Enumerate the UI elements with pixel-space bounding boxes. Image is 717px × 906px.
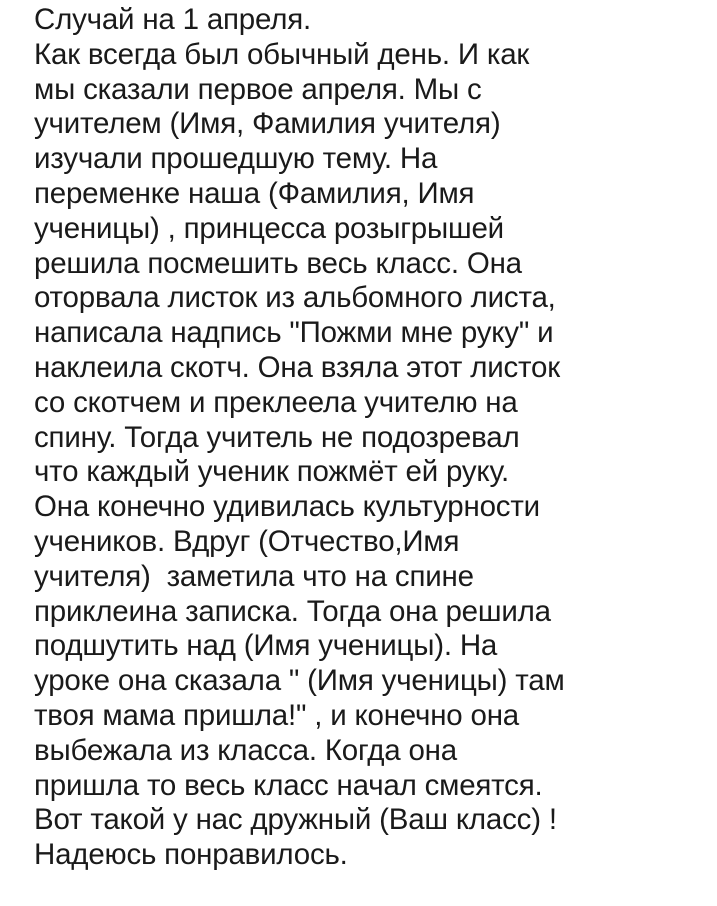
- story-text: [34, 3, 714, 873]
- text-line: твоя мама пришла!" , и конечно она: [34, 698, 520, 732]
- text-line: мы сказали первое апреля. Мы с: [34, 72, 482, 106]
- text-line: решила посмешить весь класс. Она: [34, 246, 522, 280]
- text-line: со скотчем и преклеела учителю на: [34, 385, 518, 419]
- text-line: что каждый ученик пожмёт ей руку.: [34, 455, 510, 489]
- text-line: спину. Тогда учитель не подозревал: [34, 420, 520, 454]
- text-line: приклеина записка. Тогда она решила: [34, 594, 551, 628]
- text-line: ученицы) , принцесса розыгрышей: [34, 211, 504, 245]
- text-line: выбежала из класса. Когда она: [34, 733, 457, 767]
- text-line: Она конечно удивилась культурности: [34, 490, 540, 524]
- text-line: Как всегда был обычный день. И как: [34, 37, 530, 71]
- text-line: изучали прошедшую тему. На: [34, 142, 438, 176]
- story-title: Случай на 1 апреля.: [34, 3, 312, 36]
- text-line: оторвала листок из альбомного листа,: [34, 281, 556, 315]
- text-line: учителя) заметила что на спине: [34, 559, 474, 593]
- text-line: пришла то весь класс начал смеятся.: [34, 768, 543, 802]
- text-line: уроке она сказала " (Имя ученицы) там: [34, 664, 565, 698]
- text-line: наклеила скотч. Она взяла этот листок: [34, 350, 560, 384]
- text-line: учеников. Вдруг (Отчество,Имя: [34, 524, 460, 558]
- text-line: переменке наша (Фамилия, Имя: [34, 176, 475, 210]
- text-line: Вот такой у нас дружный (Ваш класс) !: [34, 803, 557, 837]
- text-line: написала надпись "Пожми мне руку" и: [34, 316, 554, 350]
- closing-line: Надеюсь понравилось.: [34, 838, 348, 872]
- text-line: учителем (Имя, Фамилия учителя): [34, 107, 501, 141]
- text-line: подшутить над (Имя ученицы). На: [34, 629, 498, 663]
